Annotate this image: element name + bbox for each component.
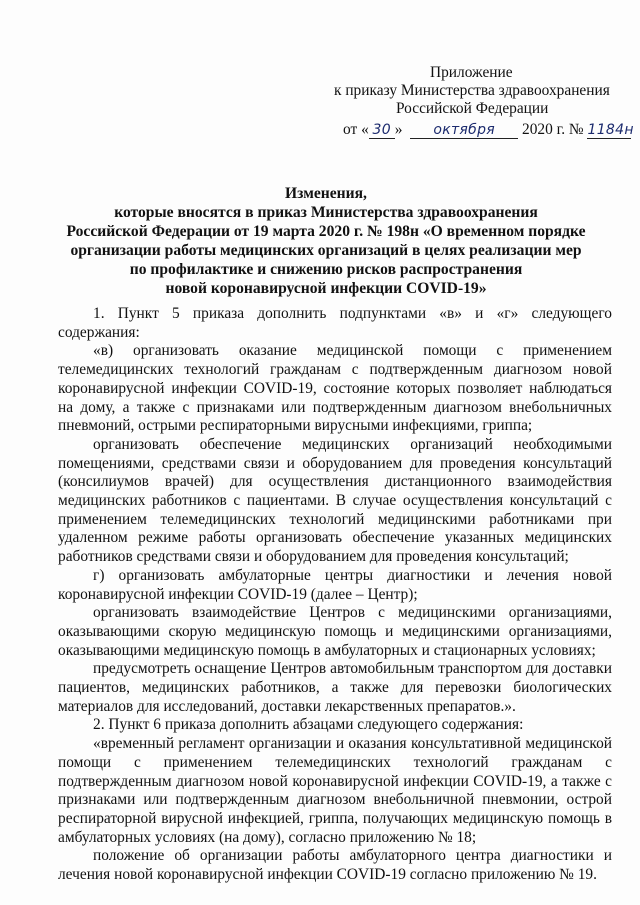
order-reference: к приказу Министерства здравоохранения <box>334 82 610 99</box>
country-name: Российской Федерации <box>396 100 549 117</box>
order-number: 1184н <box>587 122 634 138</box>
title-line: Российской Федерации от 19 марта 2020 г. № 198н «О временном порядке <box>66 223 586 240</box>
title-line: Изменения, <box>285 185 367 202</box>
date-year: 2020 г. № <box>522 121 584 138</box>
appendix-label: Приложение <box>430 64 513 81</box>
paragraph-subitem-g: г) организовать амбулаторные центры диагностики и лечения новой коронавирусной инфекции COVID-19 (далее – Центр); <box>58 566 612 603</box>
paragraph-item-1: 1. Пункт 5 приказа дополнить подпунктами «в» и «г» следующего содержания: <box>58 305 612 341</box>
title-line: организации работы медицинских организаций в целях реализации мер <box>70 242 582 259</box>
paragraph-equipment: организовать обеспечение медицинских организаций необходимыми помещениями, средствами связи и оборудованием для проведения консультаций (консилиумов врачей) для осуществления дистанционного взаимодействия медицинских работников с пациентами. В случае осуществления консультаций с применением телемедицинских технологий медицинскими работниками при удаленном режиме работы организовать обеспечение указанных медицинских работников средствами связи и оборудованием для проведения консультаций; <box>58 435 612 566</box>
paragraph-item-2: 2. Пункт 6 приказа дополнить абзацами следующего содержания: <box>93 716 524 734</box>
document-title <box>40 184 612 298</box>
document-body <box>58 305 612 885</box>
date-day: 30 <box>369 122 395 139</box>
appendix-header <box>330 64 634 139</box>
title-line: которые вносятся в приказ Министерства здравоохранения <box>114 204 538 221</box>
paragraph-center-regulation: положение об организации работы амбулаторного центра диагностики и лечения новой коронавирусной инфекции COVID-19 согласно приложению № 19. <box>58 847 612 884</box>
date-prefix: от « <box>343 121 369 138</box>
paragraph-transport: предусмотреть оснащение Центров автомобильным транспортом для доставки пациентов, медицинских работников, а также для перевозки биологических материалов для исследований, доставки лекарственных препаратов.». <box>58 660 612 715</box>
paragraph-interaction: организовать взаимодействие Центров с медицинскими организациями, оказывающими скорую медицинскую помощь и медицинскими организациями, оказывающими медицинскую помощь в амбулаторных и стационарных условиях; <box>58 604 612 659</box>
paragraph-regulation: «временный регламент организации и оказания консультативной медицинской помощи с применением телемедицинских технологий гражданам с подтвержденным диагнозом новой коронавирусной инфекции COVID-19, а также с признаками или подтвержденным диагнозом внебольничной пневмонии, острой респираторной вирусной инфекцией, гриппа, получающих медицинскую помощь в амбулаторных условиях (на дому), согласно приложению № 18; <box>58 735 612 846</box>
date-month: октября <box>410 122 518 139</box>
date-mid: » <box>394 121 403 138</box>
title-line: по профилактике и снижению рисков распространения <box>129 261 523 278</box>
paragraph-subitem-v: «в) организовать оказание медицинской помощи с применением телемедицинских технологий гражданам с подтвержденным диагнозом новой коронавирусной инфекции COVID-19, состояние которых позволяет наблюдаться на дому, а также с признаками или подтвержденным диагнозом внебольничных пневмоний, острыми респираторными вирусными инфекциями, гриппа; <box>58 342 612 435</box>
title-line: новой коронавирусной инфекции COVID-19» <box>165 280 487 297</box>
order-date-line <box>330 121 634 139</box>
